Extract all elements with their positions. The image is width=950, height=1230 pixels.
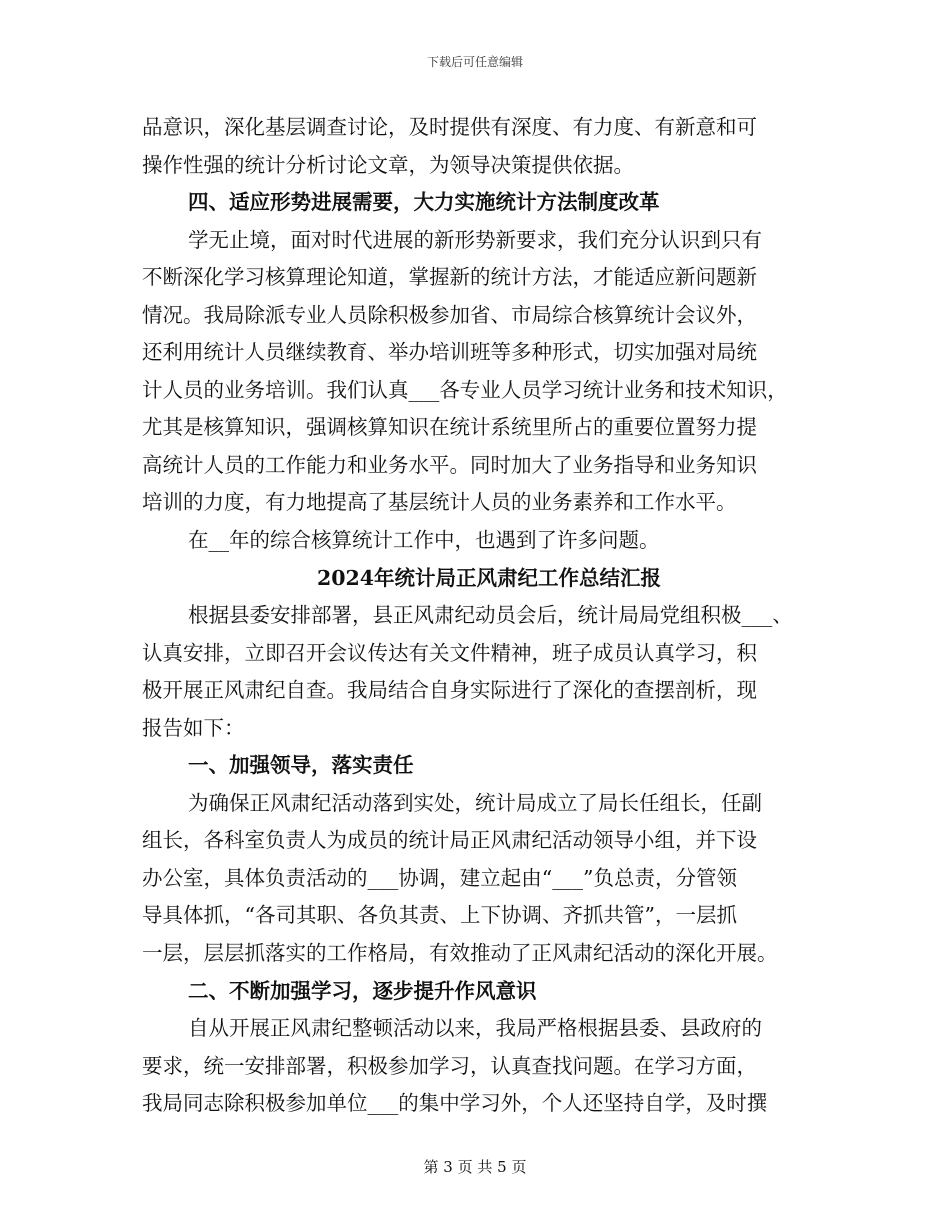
- paragraph-line: 根据县委安排部署，县正风肃纪动员会后，统计局局党组积极___、: [188, 603, 793, 628]
- page-footer: 第 3 页 共 5 页: [423, 1158, 527, 1176]
- paragraph-line: 学无止境，面对时代进展的新形势新要求，我们充分认识到只有: [188, 227, 762, 252]
- section-heading: 一、加强领导，落实责任: [188, 753, 414, 778]
- paragraph-line: 计人员的业务培训。我们认真___各专业人员学习统计业务和技术知识，: [142, 377, 788, 402]
- paragraph-line: 在__年的综合核算统计工作中，也遇到了许多问题。: [188, 528, 660, 553]
- paragraph-line: 自从开展正风肃纪整顿活动以来，我局严格根据县委、县政府的: [188, 1016, 762, 1041]
- paragraph-line: 组长，各科室负责人为成员的统计局正风肃纪活动领导小组，并下设: [142, 828, 757, 853]
- paragraph-line: 操作性强的统计分析讨论文章，为领导决策提供依据。: [142, 152, 634, 177]
- paragraph-line: 不断深化学习核算理论知道，掌握新的统计方法，才能适应新问题新: [142, 265, 757, 290]
- paragraph-line: 品意识，深化基层调查讨论，及时提供有深度、有力度、有新意和可: [142, 115, 757, 139]
- paragraph-line: 要求，统一安排部署，积极参加学习，认真查找问题。在学习方面，: [142, 1053, 757, 1078]
- section-heading: 四、适应形势进展需要，大力实施统计方法制度改革: [188, 190, 660, 215]
- paragraph-line: 导具体抓，“各司其职、各负其责、上下协调、齐抓共管”，一层抓: [142, 903, 737, 928]
- paragraph-line: 我局同志除积极参加单位___的集中学习外，个人还坚持自学，及时撰: [142, 1091, 768, 1116]
- paragraph-line: 为确保正风肃纪活动落到实处，统计局成立了局长任组长，任副: [188, 790, 762, 815]
- paragraph-line: 报告如下：: [142, 715, 245, 740]
- paragraph-line: 办公室，具体负责活动的___协调，建立起由“___”负总责，分管领: [142, 865, 737, 890]
- page-header: 下载后可任意编辑: [426, 55, 523, 69]
- document-title: 2024年统计局正风肃纪工作总结汇报: [316, 565, 662, 590]
- paragraph-line: 尤其是核算知识，强调核算知识在统计系统里所占的重要位置努力提: [142, 415, 757, 440]
- paragraph-line: 高统计人员的工作能力和业务水平。同时加大了业务指导和业务知识: [142, 452, 757, 477]
- paragraph-line: 极开展正风肃纪自查。我局结合自身实际进行了深化的查摆剖析，现: [142, 678, 757, 703]
- section-heading: 二、不断加强学习，逐步提升作风意识: [188, 978, 537, 1003]
- paragraph-line: 一层，层层抓落实的工作格局，有效推动了正风肃纪活动的深化开展。: [142, 941, 778, 966]
- paragraph-line: 认真安排，立即召开会议传达有关文件精神，班子成员认真学习，积: [142, 640, 757, 665]
- document-body: [142, 109, 822, 1123]
- paragraph-line: 情况。我局除派专业人员除积极参加省、市局综合核算统计会议外，: [142, 302, 757, 327]
- paragraph-line: 还利用统计人员继续教育、举办培训班等多种形式，切实加强对局统: [142, 340, 757, 365]
- paragraph-line: 培训的力度，有力地提高了基层统计人员的业务素养和工作水平。: [142, 490, 737, 515]
